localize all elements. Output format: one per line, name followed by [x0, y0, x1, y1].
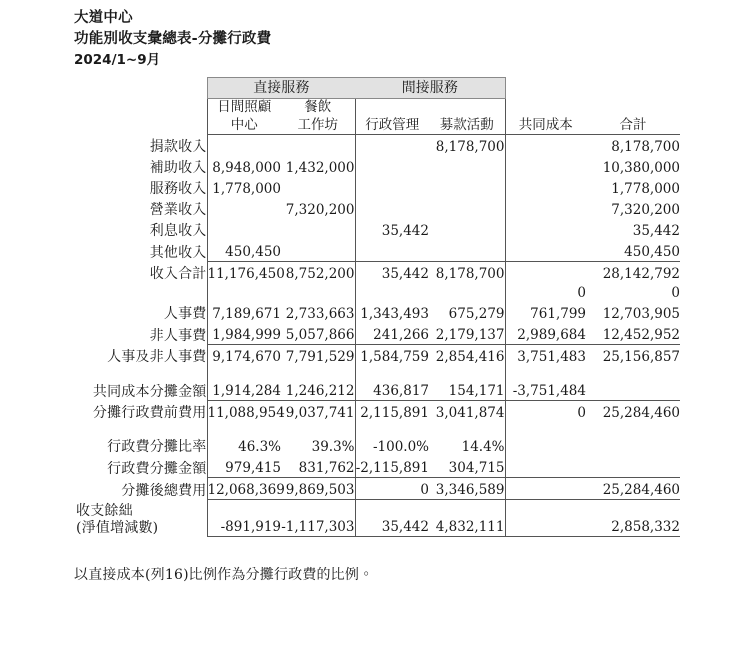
cell-total: 10,380,000: [602, 160, 680, 176]
table-row: [74, 219, 680, 240]
cell-food: 7,791,529: [285, 349, 355, 365]
cell-admin: 1,343,493: [355, 302, 429, 323]
cell-fundraise: [429, 177, 505, 198]
cell-shared: -3,751,484: [505, 379, 586, 401]
cell-shared: 3,751,483: [505, 345, 586, 367]
cell-fundraise: [429, 156, 505, 177]
cell-daycare: [207, 135, 281, 157]
row-label-line2: (淨值增減數): [76, 519, 159, 536]
cell-food: 5,057,866: [281, 323, 355, 345]
cell-total: [586, 435, 680, 456]
cell-total: 1,778,000: [611, 181, 680, 197]
header-corner-cell: [74, 99, 207, 117]
cell-total: 0: [671, 285, 680, 301]
cell-total: [586, 366, 680, 379]
cell-admin: [355, 240, 429, 262]
row-label: [74, 283, 207, 302]
row-label: [74, 422, 207, 435]
group-header-spacer: [74, 78, 207, 99]
financial-summary-table: [74, 77, 680, 537]
cell-shared: [505, 500, 586, 537]
row-label: 營業收入: [149, 202, 207, 218]
cell-food: 8,752,200: [285, 266, 355, 282]
cell-admin: [355, 283, 429, 302]
cell-total: 8,178,700: [611, 139, 680, 155]
row-label: [74, 500, 207, 537]
column-header-total-line2: 合計: [586, 116, 680, 135]
cell-food: -1,117,303: [281, 500, 355, 537]
cell-shared: [505, 156, 586, 177]
table-row: [74, 500, 680, 537]
cell-food: 39.3%: [311, 439, 355, 455]
cell-daycare: 450,450: [207, 240, 281, 262]
cell-daycare: 46.3%: [207, 435, 281, 456]
title-block: [74, 8, 680, 71]
row-label-line1: 收支餘絀: [76, 502, 133, 519]
cell-total: [586, 456, 680, 478]
table-row: [74, 262, 680, 284]
cell-admin: 0: [355, 478, 429, 500]
table-header: [74, 78, 680, 135]
cell-shared: [505, 435, 586, 456]
page-title: 功能別收支彙總表-分攤行政費: [74, 31, 272, 47]
cell-shared: [505, 456, 586, 478]
cell-admin: [355, 177, 429, 198]
table-row: [74, 366, 680, 379]
cell-fundraise: 8,178,700: [435, 139, 505, 155]
table-row: [74, 379, 680, 401]
column-header-total-line1: [586, 99, 680, 117]
column-header-daycare-line2: 中心: [207, 116, 281, 135]
cell-food: [281, 135, 355, 157]
table-row: [74, 156, 680, 177]
column-header-admin-line1: [355, 99, 429, 117]
cell-fundraise: [429, 366, 505, 379]
cell-total: [586, 422, 680, 435]
table-row: [74, 240, 680, 262]
cell-food: 1,246,212: [281, 379, 355, 401]
table-row: [74, 135, 680, 157]
cell-admin: [355, 422, 429, 435]
cell-fundraise: 675,279: [448, 306, 505, 322]
cell-shared: [505, 478, 586, 500]
cell-food: [281, 219, 355, 240]
cell-total: 25,284,460: [602, 405, 680, 421]
table-row: [74, 456, 680, 478]
cell-food: [281, 422, 355, 435]
cell-total: 25,156,857: [602, 349, 680, 365]
cell-total: 12,452,952: [586, 323, 680, 345]
row-label: 分攤行政費前費用: [92, 405, 207, 421]
cell-fundraise: 3,041,874: [435, 405, 505, 421]
cell-fundraise: 14.4%: [461, 439, 505, 455]
cell-food: 2,733,663: [285, 306, 355, 322]
row-label: 其他收入: [149, 244, 207, 261]
cell-daycare: 7,189,671: [207, 302, 281, 323]
column-header-food-line1: 餐飲: [304, 99, 332, 115]
cell-food: 831,762: [281, 456, 355, 478]
cell-shared: 0: [505, 283, 586, 302]
table-body: [74, 135, 680, 537]
row-label: 服務收入: [149, 181, 207, 197]
cell-fundraise: 2,854,416: [435, 349, 505, 365]
cell-admin: 35,442: [355, 500, 429, 537]
group-header-row: [74, 78, 680, 99]
cell-admin: [355, 156, 429, 177]
cell-daycare: [207, 283, 281, 302]
table-row: [74, 302, 680, 323]
table-row: [74, 198, 680, 219]
column-header-fundraise-line1: [429, 99, 505, 117]
cell-daycare: 9,174,670: [207, 345, 281, 367]
column-header-row-upper: [74, 99, 680, 117]
cell-total: 25,284,460: [586, 478, 680, 500]
table-row: [74, 283, 680, 302]
cell-total: 450,450: [586, 240, 680, 262]
column-header-admin-line2: 行政管理: [355, 116, 429, 135]
footnote: 以直接成本(列16)比例作為分攤行政費的比例。: [74, 567, 374, 583]
organization-name: 大道中心: [74, 10, 133, 26]
cell-fundraise: 2,179,137: [429, 323, 505, 345]
cell-food: [281, 366, 355, 379]
column-header-fundraise-line2: 募款活動: [429, 116, 505, 135]
cell-total: 28,142,792: [602, 266, 680, 282]
cell-daycare: 1,914,284: [207, 379, 281, 401]
cell-daycare: [207, 219, 281, 240]
cell-fundraise: 154,171: [429, 379, 505, 401]
cell-daycare: 1,984,999: [207, 323, 281, 345]
header-corner-cell-lower: [74, 116, 207, 135]
cell-daycare: -891,919: [207, 500, 281, 537]
cell-food: [281, 283, 355, 302]
cell-admin: -2,115,891: [355, 456, 429, 478]
cell-fundraise: [429, 219, 505, 240]
column-header-shared-line2: 共同成本: [505, 116, 586, 135]
table-row: [74, 435, 680, 456]
cell-total: 7,320,200: [611, 202, 680, 218]
cell-shared: [505, 198, 586, 219]
cell-daycare: 979,415: [207, 456, 281, 478]
cell-shared: [505, 366, 586, 379]
row-label: 分攤後總費用: [121, 482, 207, 499]
cell-daycare: 11,176,450: [207, 262, 281, 284]
cell-fundraise: 8,178,700: [435, 266, 505, 282]
cell-admin: 1,584,759: [355, 345, 429, 367]
row-label: 補助收入: [149, 160, 207, 176]
cell-food: [281, 177, 355, 198]
column-header-row-lower: [74, 116, 680, 135]
cell-total: 35,442: [632, 223, 680, 239]
cell-fundraise: [429, 283, 505, 302]
cell-fundraise: [429, 240, 505, 262]
cell-shared: [505, 135, 586, 157]
report-period: 2024/1~9月: [74, 52, 161, 68]
cell-shared: [505, 240, 586, 262]
row-label: 共同成本分攤金額: [92, 383, 207, 400]
row-label: 行政費分攤比率: [107, 439, 207, 455]
cell-admin: [355, 135, 429, 157]
table-row: [74, 422, 680, 435]
cell-daycare: 1,778,000: [207, 177, 281, 198]
column-header-daycare-line1: 日間照顧: [207, 99, 281, 117]
row-label: [74, 366, 207, 379]
group-header-spacer-total: [586, 78, 680, 99]
column-header-food-line2: 工作坊: [281, 116, 355, 135]
cell-admin: -100.0%: [355, 435, 429, 456]
row-label: 收入合計: [149, 266, 207, 282]
cell-fundraise: 3,346,589: [429, 478, 505, 500]
row-label: 捐款收入: [149, 139, 207, 155]
cell-daycare: [207, 422, 281, 435]
row-label: 人事費: [163, 306, 207, 322]
cell-shared: 2,989,684: [505, 323, 586, 345]
cell-fundraise: [429, 198, 505, 219]
cell-admin: 35,442: [355, 262, 429, 284]
cell-shared: [505, 422, 586, 435]
cell-admin: 35,442: [355, 219, 429, 240]
cell-fundraise: 4,832,111: [429, 500, 505, 537]
cell-food: 9,037,741: [285, 405, 355, 421]
cell-daycare: 11,088,954: [207, 401, 281, 423]
table-row: [74, 345, 680, 367]
cell-admin: 436,817: [355, 379, 429, 401]
cell-daycare: [207, 366, 281, 379]
group-header-direct: 直接服務: [207, 78, 355, 99]
cell-total: [586, 379, 680, 401]
cell-food: 1,432,000: [285, 160, 355, 176]
table-row: [74, 177, 680, 198]
cell-shared: 0: [505, 401, 586, 423]
cell-shared: [505, 177, 586, 198]
cell-admin: [355, 198, 429, 219]
row-label: 利息收入: [149, 223, 207, 239]
row-label: 非人事費: [149, 327, 207, 344]
cell-food: 9,869,503: [281, 478, 355, 500]
column-header-shared-line1: [505, 99, 586, 117]
cell-shared: [505, 219, 586, 240]
row-label: 行政費分攤金額: [107, 460, 207, 477]
table-row: [74, 401, 680, 423]
cell-food: 7,320,200: [285, 202, 355, 218]
table-row: [74, 323, 680, 345]
table-row: [74, 478, 680, 500]
cell-daycare: 12,068,369: [207, 478, 281, 500]
cell-fundraise: [429, 422, 505, 435]
group-header-spacer-shared: [505, 78, 586, 99]
cell-admin: 2,115,891: [355, 401, 429, 423]
cell-food: [281, 240, 355, 262]
cell-daycare: [207, 198, 281, 219]
cell-admin: [355, 366, 429, 379]
cell-daycare: 8,948,000: [207, 156, 281, 177]
cell-total: 12,703,905: [602, 306, 680, 322]
cell-admin: 241,266: [355, 323, 429, 345]
cell-shared: 761,799: [505, 302, 586, 323]
row-label: 人事及非人事費: [107, 349, 207, 365]
cell-fundraise: 304,715: [429, 456, 505, 478]
cell-total: 2,858,332: [586, 500, 680, 537]
group-header-indirect: 間接服務: [355, 78, 505, 99]
cell-shared: [505, 262, 586, 284]
